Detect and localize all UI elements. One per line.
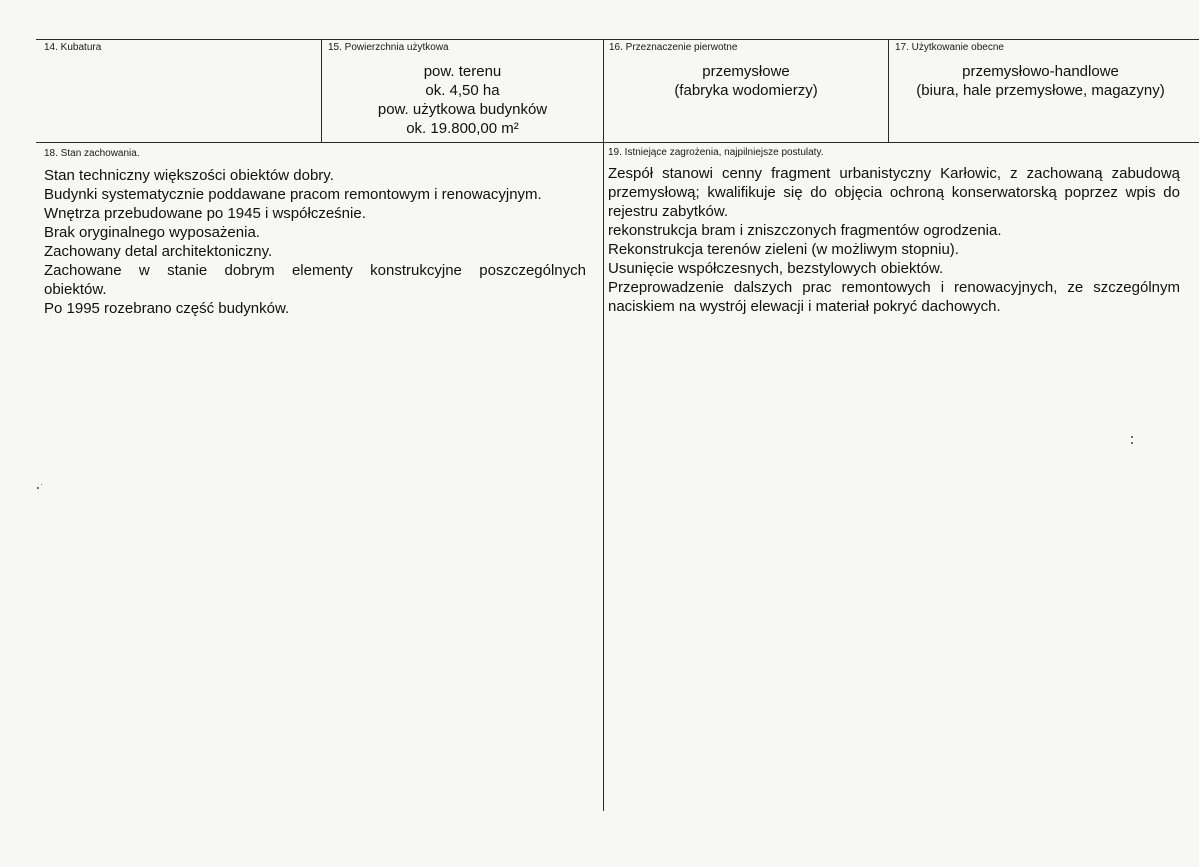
field-18-label: 18. Stan zachowania.: [44, 148, 140, 159]
field-18-line: Budynki systematycznie poddawane pracom remontowym i renowacyjnym.: [44, 186, 542, 203]
field-18-line: Zachowany detal architektoniczny.: [44, 243, 273, 260]
field-15-line: ok. 4,50 ha: [425, 82, 500, 99]
paper-speck: [41, 484, 42, 485]
field-18-line: Brak oryginalnego wyposażenia.: [44, 224, 260, 241]
field-18-line: obiektów.: [44, 281, 107, 298]
field-19-line: naciskiem na wystrój elewacji i materiał pokryć dachowych.: [608, 298, 1001, 315]
field-17-value: [889, 62, 1192, 100]
field-15-line: pow. użytkowa budynków: [377, 101, 548, 118]
field-19-line: przemysłową; kwalifikuje się do objęcia ochroną konserwatorską poprzez wpis do: [608, 184, 1180, 201]
field-18-line: Zachowane w stanie dobrym elementy konstrukcyjne poszczególnych: [44, 262, 586, 279]
field-18-line: Stan techniczny większości obiektów dobry.: [44, 167, 334, 184]
field-19-line: Rekonstrukcja terenów zieleni (w możliwym stopniu).: [608, 241, 959, 258]
field-19-line: Zespół stanowi cenny fragment urbanistyczny Karłowic, z zachowaną zabudową: [608, 165, 1180, 182]
field-18-line: Po 1995 rozebrano część budynków.: [44, 300, 290, 317]
field-16-line: przemysłowe: [702, 63, 790, 80]
field-19-line: Przeprowadzenie dalszych prac remontowych i renowacyjnych, ze szczególnym: [608, 279, 1180, 296]
field-18-line: Wnętrza przebudowane po 1945 i współcześnie.: [44, 205, 366, 222]
middle-rule: [36, 142, 1199, 143]
field-17-line: (biura, hale przemysłowe, magazyny): [916, 82, 1165, 99]
field-14-label: 14. Kubatura: [44, 42, 102, 53]
field-16-label: 16. Przeznaczenie pierwotne: [609, 42, 738, 53]
paper-speck: [1131, 442, 1133, 444]
field-17-label: 17. Użytkowanie obecne: [895, 42, 1004, 53]
main-column-divider: [603, 39, 604, 811]
field-19-line: Usunięcie współczesnych, bezstylowych obiektów.: [608, 260, 944, 277]
field-18-value: [44, 166, 586, 318]
field-19-line: rekonstrukcja bram i zniszczonych fragmentów ogrodzenia.: [608, 222, 1002, 239]
top-rule: [36, 39, 1199, 40]
field-17-line: przemysłowo-handlowe: [962, 63, 1119, 80]
paper-speck: [37, 487, 39, 489]
paper-speck: [1131, 436, 1133, 438]
field-15-line: ok. 19.800,00 m²: [406, 120, 519, 137]
field-16-line: (fabryka wodomierzy): [674, 82, 818, 99]
field-16-value: [604, 62, 888, 100]
field-15-value: [322, 62, 603, 138]
field-19-value: [608, 164, 1180, 316]
field-19-label: 19. Istniejące zagrożenia, najpilniejsze postulaty.: [608, 147, 824, 158]
field-15-line: pow. terenu: [423, 63, 502, 80]
field-19-line: rejestru zabytków.: [608, 203, 729, 220]
field-15-label: 15. Powierzchnia użytkowa: [328, 42, 449, 53]
